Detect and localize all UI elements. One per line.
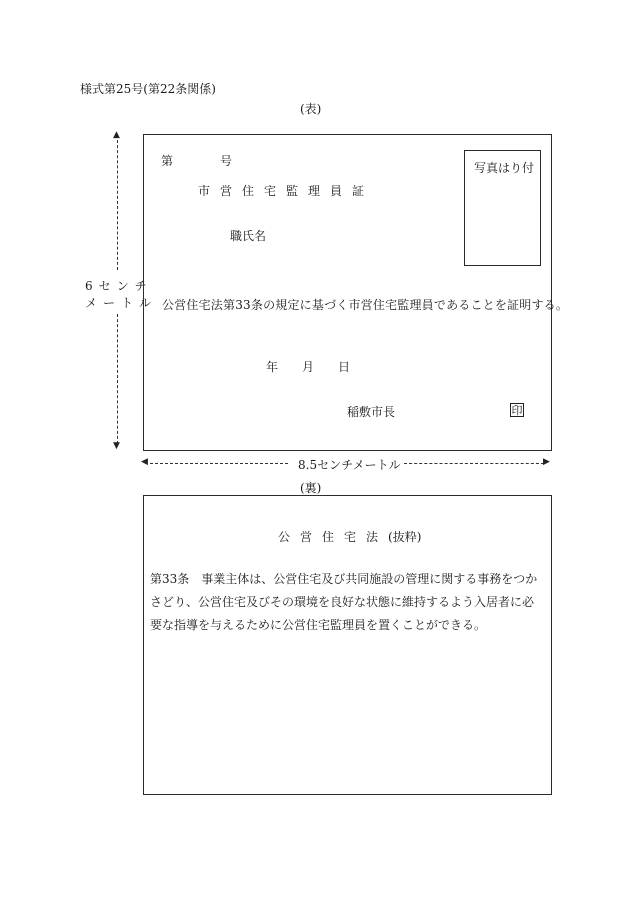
height-label-line1: 6センチ <box>85 279 153 293</box>
photo-label: 写真はり付 <box>474 161 535 175</box>
back-title-suffix: (抜粋) <box>388 530 422 544</box>
arrow-up-icon: ▲ <box>113 130 120 140</box>
certification-text: 公営住宅法第33条の規定に基づく市営住宅監理員であることを証明する。 <box>162 298 569 312</box>
arrow-down-icon: ▼ <box>113 441 120 451</box>
height-dimension-line-bottom <box>117 314 118 444</box>
back-card <box>143 495 552 795</box>
issuer: 稲敷市長 <box>347 405 396 419</box>
seal-mark: 印 <box>511 404 523 417</box>
height-dimension-line-top <box>117 140 118 270</box>
form-number: 様式第25号(第22条関係) <box>80 82 216 96</box>
width-dimension-line-left <box>150 463 288 464</box>
back-title: 公営住宅法 <box>278 530 389 544</box>
date-year: 年 <box>266 360 279 374</box>
article-paragraph <box>150 568 545 637</box>
date-day: 日 <box>338 360 351 374</box>
arrow-left-icon: ◀ <box>141 457 148 467</box>
photo-area <box>464 150 541 266</box>
arrow-right-icon: ▶ <box>543 457 550 467</box>
name-label: 職氏名 <box>230 229 267 243</box>
back-label: (裏) <box>300 481 322 495</box>
article-number: 第33条 <box>150 572 190 586</box>
width-dimension-line-right <box>404 463 544 464</box>
width-label: 8.5センチメートル <box>298 458 401 472</box>
number-prefix: 第 <box>161 154 174 168</box>
front-card <box>143 134 569 451</box>
date-month: 月 <box>302 360 315 374</box>
number-suffix: 号 <box>220 154 233 168</box>
card-title: 市営住宅監理員証 <box>198 184 375 198</box>
height-label-line2: メートル <box>85 296 158 310</box>
article-text: 事業主体は、公営住宅及び共同施設の管理に関する事務をつかさどり、公営住宅及びその環境を良好な状態に維持するよう入居者に必要な指導を与えるために公営住宅監理員を置くことができる。 <box>150 572 538 632</box>
front-label: (表) <box>300 102 322 116</box>
